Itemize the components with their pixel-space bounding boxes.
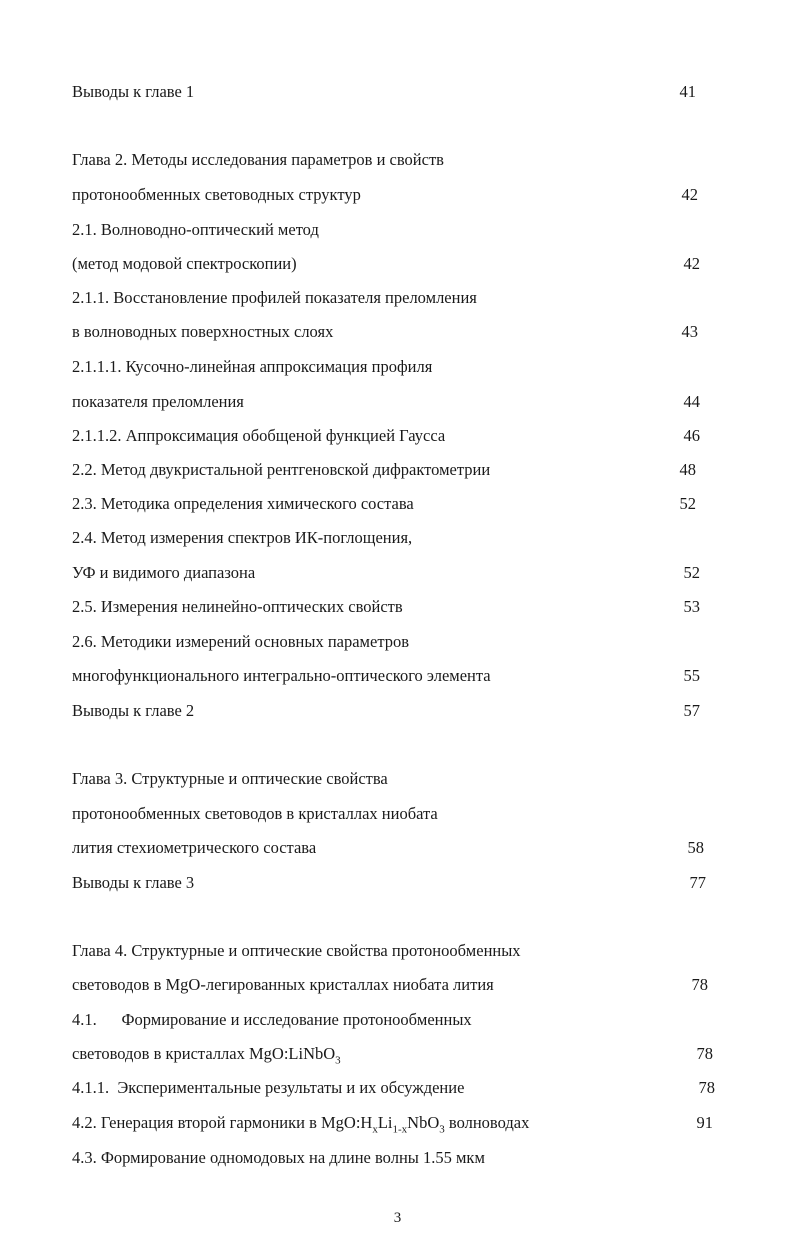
toc-line: лития стехиометрического состава — [72, 838, 317, 857]
toc-line — [72, 1113, 529, 1139]
toc-line: 2.2. Метод двукристальной рентгеновской дифрактометрии — [72, 460, 491, 479]
toc-line: показателя преломления — [72, 392, 244, 411]
toc-page-number: 46 — [683, 426, 700, 445]
subscript: x — [372, 1123, 378, 1136]
toc-line-text: 4.2. Генерация второй гармоники в MgO:H — [72, 1113, 373, 1132]
toc-page-number: 78 — [696, 1044, 713, 1063]
toc-page-number: 78 — [691, 975, 708, 994]
toc-line: многофункционального интегрально-оптического элемента — [72, 666, 491, 685]
toc-page-number: 48 — [679, 460, 696, 479]
toc-page-number: 53 — [683, 597, 700, 616]
toc-page-number: 42 — [683, 254, 700, 273]
toc-line: Выводы к главе 3 — [72, 873, 195, 892]
toc-line: 2.5. Измерения нелинейно-оптических свойств — [72, 597, 403, 616]
toc-page-number: 55 — [683, 666, 700, 685]
toc-line: 4.3. Формирование одномодовых на длине волны 1.55 мкм — [72, 1148, 485, 1167]
toc-line: 2.4. Метод измерения спектров ИК-поглощения, — [72, 528, 413, 547]
page-number-footer: 3 — [393, 1210, 402, 1226]
toc-line: 4.1. Формирование и исследование протонообменных — [72, 1010, 472, 1029]
toc-line-text: световодов в кристаллах MgO:LiNbO — [72, 1044, 336, 1063]
toc-line: Выводы к главе 1 — [72, 82, 195, 101]
toc-page-number: 43 — [681, 322, 698, 341]
toc-line-text: волноводах — [444, 1113, 530, 1132]
toc-line: 2.1. Волноводно-оптический метод — [72, 220, 319, 239]
toc-line — [72, 1044, 341, 1070]
toc-line-text: NbO — [407, 1113, 440, 1132]
toc-chapter-heading: Глава 4. Структурные и оптические свойства протонообменных — [72, 941, 521, 960]
toc-line: УФ и видимого диапазона — [72, 563, 256, 582]
toc-line: Выводы к главе 2 — [72, 701, 195, 720]
toc-page-number: 41 — [679, 82, 696, 101]
toc-page-number: 52 — [679, 494, 696, 513]
toc-line: протонообменных световодов в кристаллах ниобата — [72, 804, 438, 823]
toc-page-number: 78 — [698, 1078, 715, 1097]
toc-chapter-heading: Глава 3. Структурные и оптические свойства — [72, 769, 388, 788]
toc-page-number: 44 — [683, 392, 700, 411]
toc-chapter-heading: Глава 2. Методы исследования параметров и свойств — [72, 150, 444, 169]
toc-line: 2.1.1.1. Кусочно-линейная аппроксимация профиля — [72, 357, 433, 376]
toc-line: 2.1.1. Восстановление профилей показателя преломления — [72, 288, 477, 307]
toc-page-number: 52 — [683, 563, 700, 582]
toc-line: протонообменных световодных структур — [72, 185, 361, 204]
subscript: 1-x — [392, 1123, 408, 1136]
toc-page-number: 42 — [681, 185, 698, 204]
subscript: 3 — [439, 1123, 445, 1136]
toc-line: 4.1.1. Экспериментальные результаты и их обсуждение — [72, 1078, 465, 1097]
toc-line: световодов в MgO-легированных кристаллах ниобата лития — [72, 975, 494, 994]
toc-page-number: 57 — [683, 701, 700, 720]
subscript: 3 — [335, 1054, 341, 1067]
toc-line: 2.6. Методики измерений основных параметров — [72, 632, 410, 651]
toc-line-text: Li — [377, 1113, 393, 1132]
toc-line: (метод модовой спектроскопии) — [72, 254, 297, 273]
toc-line: 2.3. Методика определения химического состава — [72, 494, 414, 513]
toc-page-number: 77 — [689, 873, 706, 892]
toc-page-number: 58 — [687, 838, 704, 857]
toc-line: в волноводных поверхностных слоях — [72, 322, 334, 341]
toc-line: 2.1.1.2. Аппроксимация обобщеной функцией Гаусса — [72, 426, 446, 445]
toc-page-number: 91 — [696, 1113, 713, 1132]
